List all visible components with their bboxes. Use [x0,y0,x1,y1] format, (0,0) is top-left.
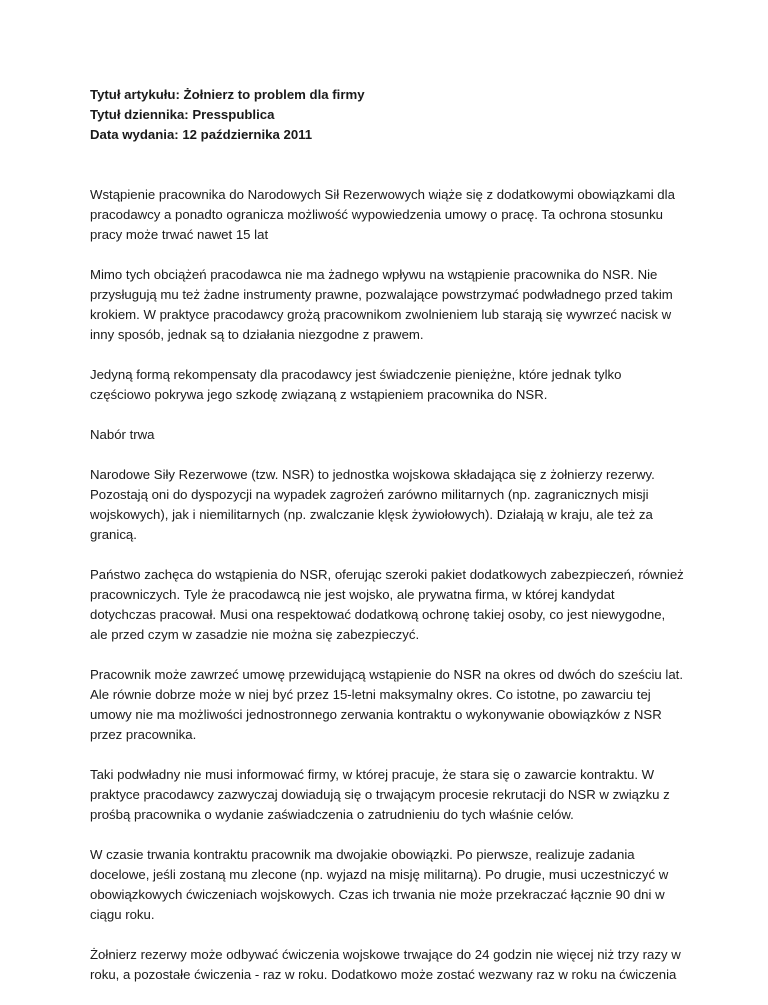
paragraph [90,265,680,345]
article-body [90,185,684,985]
article-title: Tytuł artykułu: Żołnierz to problem dla firmy [90,87,365,102]
paragraph [90,665,683,745]
text-line: prośbą pracownika o wydanie zaświadczenia o zatrudnieniu do tych właśnie celów. [90,807,574,822]
text-line: ale przed czym w zasadzie nie można się zabezpieczyć. [90,627,420,642]
text-line: Nabór trwa [90,427,155,442]
section-heading [90,425,680,445]
text-line: krokiem. W praktyce pracodawcy grożą pracownikom zwolnieniem lub starają się wywrzeć nacisk w [90,307,672,322]
text-line: praktyce pracodawcy zazwyczaj dowiadują się o trwającym procesie rekrutacji do NSR w związku z [90,787,670,802]
text-line: Pracownik może zawrzeć umowę przewidującą wstąpienie do NSR na okres od dwóch do sześciu lat. [90,667,683,682]
text-line: Taki podwładny nie musi informować firmy, w której pracuje, że stara się o zawarcie kontraktu. W [90,767,655,782]
text-line: Pozostają oni do dyspozycji na wypadek zagrożeń zarówno militarnych (np. zagranicznych misji [90,487,649,502]
text-line: docelowe, jeśli zostaną mu zlecone (np. wyjazd na misję militarną). Po drugie, musi uczestniczyć w [90,867,669,882]
text-line: umowy nie ma możliwości jednostronnego zerwania kontraktu o wykonywanie obowiązków z NSR [90,707,662,722]
text-line: Żołnierz rezerwy może odbywać ćwiczenia wojskowe trwające do 24 godzin nie więcej niż trzy razy w [90,947,681,962]
paragraph [90,765,680,825]
publication-date: Data wydania: 12 października 2011 [90,127,313,142]
paragraph [90,465,680,545]
text-line: roku, a pozostałe ćwiczenia - raz w roku. Dodatkowo może zostać wezwany raz w roku na ćwiczenia [90,967,677,982]
paragraph [90,945,680,985]
text-line: dotychczas pracował. Musi ona respektować dodatkową ochronę takiej osoby, co jest niewygodne, [90,607,666,622]
text-line: ciągu roku. [90,907,155,922]
text-line: Państwo zachęca do wstąpienia do NSR, oferując szeroki pakiet dodatkowych zabezpieczeń, również [90,567,684,582]
paragraph [90,185,680,245]
text-line: Jedyną formą rekompensaty dla pracodawcy jest świadczenie pieniężne, które jednak tylko [90,367,622,382]
text-line: pracy może trwać nawet 15 lat [90,227,269,242]
paragraph [90,845,680,925]
text-line: granicą. [90,527,137,542]
text-line: wojskowych), jak i niemilitarnych (np. zwalczanie klęsk żywiołowych). Działają w kraju, ale też za [90,507,653,522]
text-line: obowiązkowych ćwiczeniach wojskowych. Czas ich trwania nie może przekraczać łącznie 90 dni w [90,887,665,902]
text-line: przysługują mu też żadne instrumenty prawne, pozwalające powstrzymać podwładnego przed takim [90,287,673,302]
text-line: przez pracownika. [90,727,197,742]
text-line: Wstąpienie pracownika do Narodowych Sił Rezerwowych wiąże się z dodatkowymi obowiązkami dla [90,187,675,202]
text-line: Narodowe Siły Rezerwowe (tzw. NSR) to jednostka wojskowa składająca się z żołnierzy rezerwy. [90,467,655,482]
paragraph [90,565,684,645]
text-line: częściowo pokrywa jego szkodę związaną z wstąpieniem pracownika do NSR. [90,387,548,402]
newspaper-title: Tytuł dziennika: Presspublica [90,107,275,122]
text-line: Ale równie dobrze może w niej być przez 15-letni maksymalny okres. Co istotne, po zawarciu tej [90,687,651,702]
text-line: Mimo tych obciążeń pracodawca nie ma żadnego wpływu na wstąpienie pracownika do NSR. Nie [90,267,658,282]
article-header [90,85,680,145]
text-line: pracodawcy a ponadto ogranicza możliwość wypowiedzenia umowy o pracę. Ta ochrona stosunku [90,207,663,222]
text-line: W czasie trwania kontraktu pracownik ma dwojakie obowiązki. Po pierwsze, realizuje zadania [90,847,635,862]
text-line: pracowniczych. Tyle że pracodawcą nie jest wojsko, ale prywatna firma, w której kandydat [90,587,615,602]
paragraph [90,365,680,405]
document-content [90,85,684,1005]
text-line: inny sposób, jednak są to działania niezgodne z prawem. [90,327,424,342]
